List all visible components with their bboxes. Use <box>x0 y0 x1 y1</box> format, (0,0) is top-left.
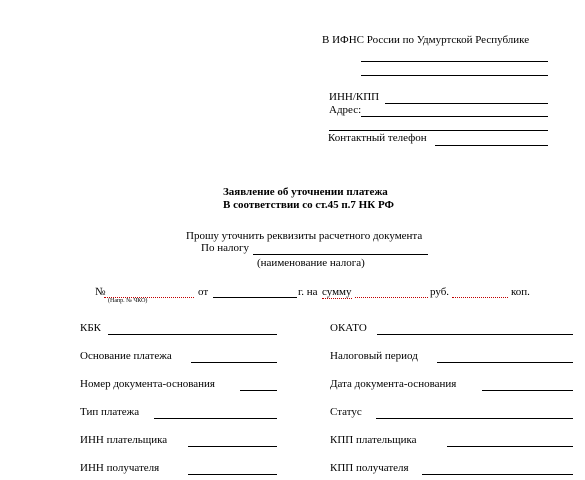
kop-label: коп. <box>511 286 530 298</box>
document-subtitle: В соответствии со ст.45 п.7 НК РФ <box>223 199 394 211</box>
payment-number-label: № <box>95 286 106 298</box>
tax-period-label: Налоговый период <box>330 350 418 362</box>
sum-label: сумму <box>322 286 352 298</box>
rub-label: руб. <box>430 286 450 298</box>
date-label: от <box>198 286 209 298</box>
tax-label: По налогу <box>201 242 250 254</box>
year-label: г. на <box>298 286 318 298</box>
date-field[interactable] <box>213 297 297 298</box>
sum-rub-field[interactable] <box>355 286 428 298</box>
kbk-field[interactable] <box>108 334 277 335</box>
recipient-inn-label: ИНН получателя <box>80 462 160 474</box>
phone-label: Контактный телефон <box>328 132 427 144</box>
payer-inn-field[interactable] <box>188 446 277 447</box>
document-title: Заявление об уточнении платежа <box>223 186 388 198</box>
basis-label: Основание платежа <box>80 350 172 362</box>
payer-kpp-label: КПП плательщика <box>330 434 417 446</box>
payer-inn-label: ИНН плательщика <box>80 434 168 446</box>
okato-label: ОКАТО <box>330 322 367 334</box>
doc-date-field[interactable] <box>482 390 573 391</box>
address-field-line-2[interactable] <box>329 130 548 131</box>
sum-kop-field[interactable] <box>452 286 508 298</box>
recipient-line-1[interactable] <box>361 61 548 62</box>
payment-number-hint: (Напр. № ЧКО) <box>108 298 148 304</box>
recipient-inn-field[interactable] <box>188 474 277 475</box>
tax-name-field[interactable] <box>253 254 428 255</box>
request-text: Прошу уточнить реквизиты расчетного документа <box>186 230 423 242</box>
tax-period-field[interactable] <box>437 362 573 363</box>
recipient-line-2[interactable] <box>361 75 548 76</box>
recipient-authority: В ИФНС России по Удмуртской Республике <box>322 34 530 46</box>
payer-kpp-field[interactable] <box>447 446 573 447</box>
basis-field[interactable] <box>191 362 277 363</box>
pay-type-label: Тип платежа <box>80 406 140 418</box>
doc-number-field[interactable] <box>240 390 277 391</box>
tax-name-hint: (наименование налога) <box>257 257 365 269</box>
okato-field[interactable] <box>377 334 573 335</box>
status-label: Статус <box>330 406 362 418</box>
doc-number-label: Номер документа-основания <box>80 378 215 390</box>
recipient-kpp-label: КПП получателя <box>330 462 409 474</box>
pay-type-field[interactable] <box>154 418 277 419</box>
address-field-line-1[interactable] <box>361 116 548 117</box>
kbk-label: КБК <box>80 322 101 334</box>
address-label: Адрес: <box>329 104 362 116</box>
inn-kpp-field[interactable] <box>385 103 548 104</box>
phone-field[interactable] <box>435 145 548 146</box>
recipient-kpp-field[interactable] <box>422 474 573 475</box>
payment-number-field[interactable] <box>104 286 194 298</box>
status-field[interactable] <box>376 418 573 419</box>
doc-date-label: Дата документа-основания <box>330 378 457 390</box>
inn-kpp-label: ИНН/КПП <box>329 91 380 103</box>
